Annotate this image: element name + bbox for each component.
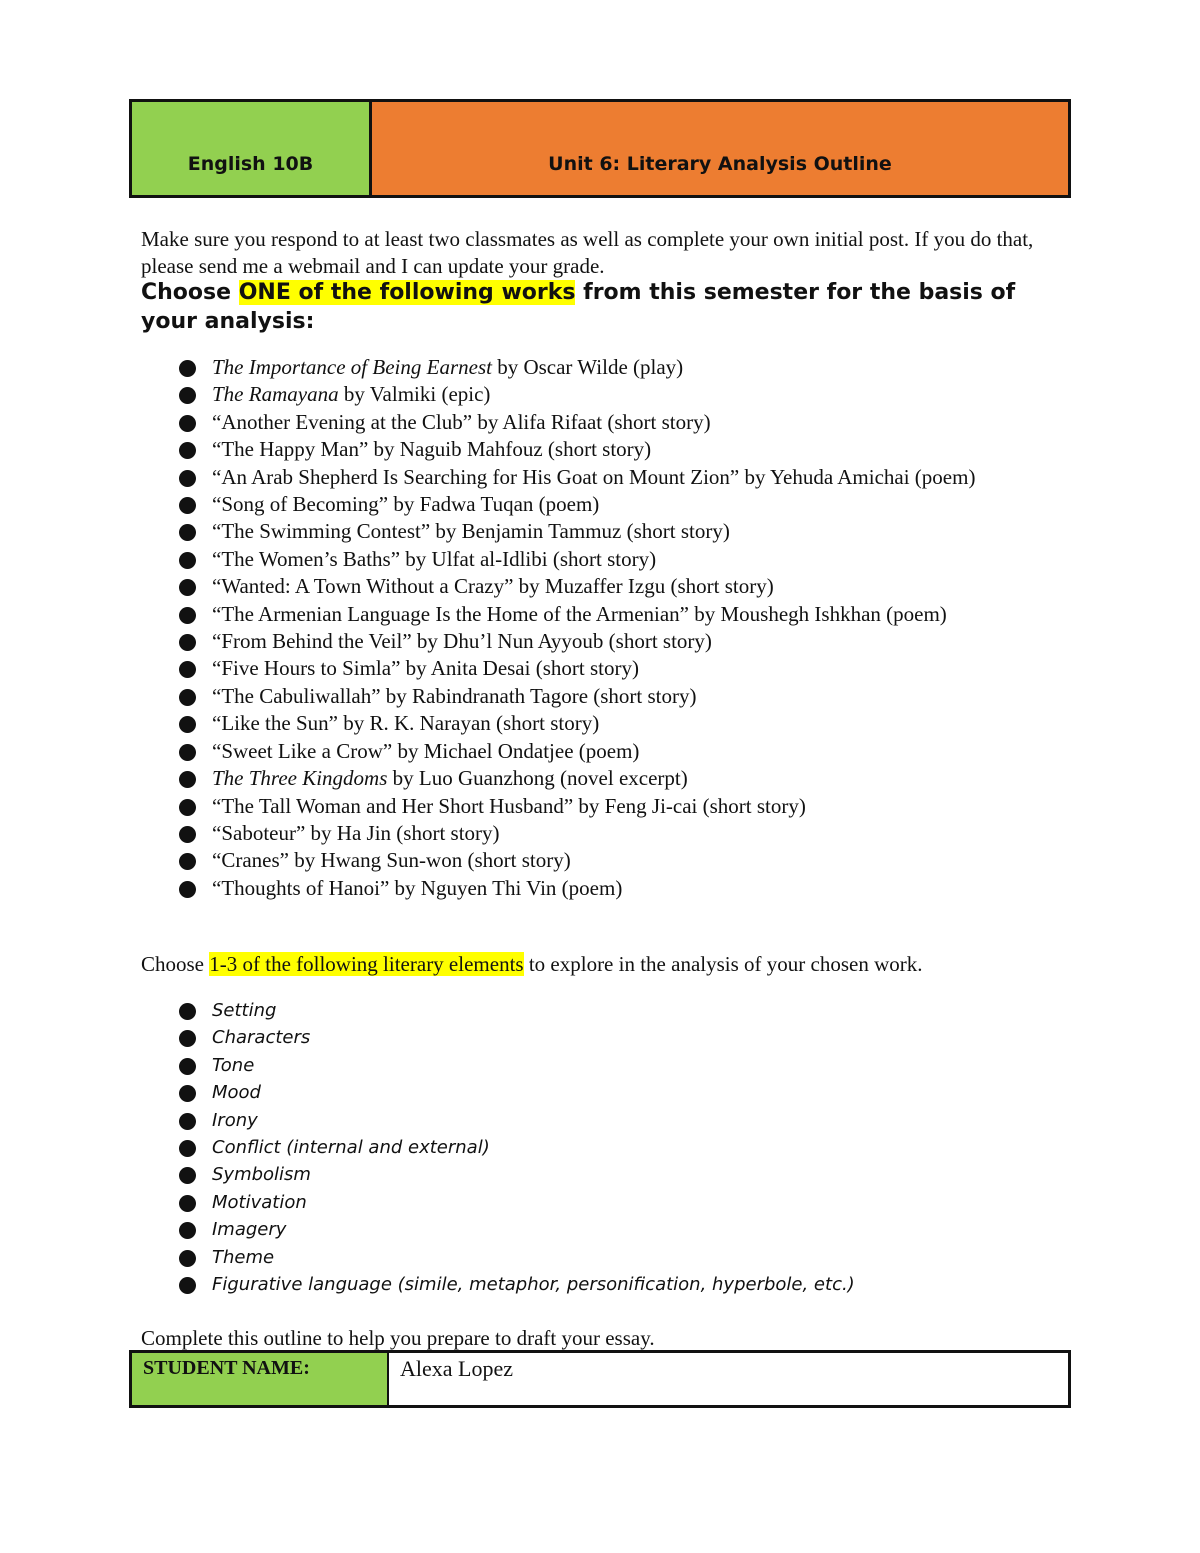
work-title: “The Tall Woman and Her Short Husband” bbox=[212, 793, 574, 818]
work-author: by Oscar Wilde (play) bbox=[491, 355, 684, 379]
work-item bbox=[141, 683, 1051, 710]
outline-prompt: Complete this outline to help you prepare to draft your essay. bbox=[141, 1326, 655, 1350]
work-author: by Nguyen Thi Vin (poem) bbox=[389, 875, 623, 900]
work-author: by Moushegh Ishkhan (poem) bbox=[689, 601, 947, 626]
work-author: by R. K. Narayan (short story) bbox=[337, 711, 600, 736]
element-item bbox=[141, 1216, 1051, 1243]
bullet-icon bbox=[179, 1003, 196, 1020]
bullet-icon bbox=[179, 360, 196, 377]
work-title: “The Cabuliwallah” bbox=[212, 683, 381, 708]
work-item bbox=[141, 628, 1051, 655]
work-author: by Anita Desai (short story) bbox=[400, 656, 639, 681]
element-label: Conflict (internal and external) bbox=[212, 1137, 490, 1159]
element-label: Mood bbox=[212, 1082, 261, 1104]
bullet-icon bbox=[179, 799, 196, 816]
work-author: by Fadwa Tuqan (poem) bbox=[388, 492, 600, 517]
element-label: Setting bbox=[212, 1000, 277, 1021]
bullet-icon bbox=[179, 1167, 196, 1184]
work-title: The Ramayana bbox=[212, 382, 339, 407]
element-label: Theme bbox=[212, 1246, 275, 1268]
element-item bbox=[141, 1244, 1051, 1271]
element-label: Characters bbox=[212, 1027, 311, 1049]
work-item bbox=[141, 820, 1051, 847]
work-author: by Michael Ondatjee (poem) bbox=[392, 738, 640, 763]
work-title: “Cranes” bbox=[212, 848, 289, 873]
work-title: “Like the Sun” bbox=[212, 711, 338, 736]
element-label: Figurative language (simile, metaphor, personification, hyperbole, etc.) bbox=[212, 1274, 855, 1296]
work-item bbox=[141, 546, 1051, 573]
work-item bbox=[141, 710, 1051, 737]
work-item bbox=[141, 464, 1051, 491]
work-author: by Alifa Rifaat (short story) bbox=[472, 409, 711, 434]
bullet-icon bbox=[179, 1222, 196, 1239]
work-author: by Muzaffer Izgu (short story) bbox=[513, 574, 774, 599]
unit-title-cell: Unit 6: Literary Analysis Outline bbox=[372, 102, 1068, 195]
bullet-icon bbox=[179, 716, 196, 733]
element-item bbox=[141, 1052, 1051, 1079]
bullet-icon bbox=[179, 552, 196, 569]
bullet-icon bbox=[179, 1030, 196, 1047]
work-title: “Wanted: A Town Without a Crazy” bbox=[212, 574, 514, 599]
work-item bbox=[141, 847, 1051, 874]
course-cell: English 10B bbox=[132, 102, 372, 195]
bullet-icon bbox=[179, 1058, 196, 1075]
works-prompt bbox=[141, 278, 1051, 336]
work-title: “Thoughts of Hanoi” bbox=[212, 875, 390, 900]
element-label: Motivation bbox=[212, 1191, 307, 1213]
work-item bbox=[141, 573, 1051, 600]
work-author: by Rabindranath Tagore (short story) bbox=[380, 683, 697, 708]
bullet-icon bbox=[179, 1195, 196, 1212]
works-prompt-before: Choose bbox=[141, 280, 239, 305]
work-author: by Feng Ji-cai (short story) bbox=[573, 793, 806, 818]
work-author: by Naguib Mahfouz (short story) bbox=[368, 437, 652, 462]
work-author: by Valmiki (epic) bbox=[338, 382, 491, 407]
element-item bbox=[141, 1079, 1051, 1106]
elements-prompt-before: Choose bbox=[141, 952, 210, 976]
elements-prompt-highlight: 1-3 of the following literary elements bbox=[209, 952, 524, 976]
work-item bbox=[141, 354, 1051, 381]
bullet-icon bbox=[179, 1277, 196, 1294]
bullet-icon bbox=[179, 1140, 196, 1157]
student-name-label: STUDENT NAME: bbox=[132, 1353, 389, 1405]
header-table bbox=[129, 99, 1071, 198]
work-author: by Ulfat al-Idlibi (short story) bbox=[400, 546, 657, 571]
work-author: by Luo Guanzhong (novel excerpt) bbox=[387, 766, 688, 791]
work-item bbox=[141, 765, 1051, 792]
work-author: by Ha Jin (short story) bbox=[305, 820, 500, 845]
element-item bbox=[141, 1024, 1051, 1051]
bullet-icon bbox=[179, 634, 196, 651]
element-item bbox=[141, 1134, 1051, 1161]
work-item bbox=[141, 655, 1051, 682]
elements-list bbox=[141, 997, 1051, 1298]
work-item bbox=[141, 436, 1051, 463]
bullet-icon bbox=[179, 1085, 196, 1102]
work-author: by Benjamin Tammuz (short story) bbox=[430, 519, 730, 544]
element-item bbox=[141, 1161, 1051, 1188]
work-title: “An Arab Shepherd Is Searching for His Goat on Mount Zion” bbox=[212, 464, 740, 489]
works-list bbox=[141, 354, 1051, 902]
bullet-icon bbox=[179, 470, 196, 487]
works-prompt-highlight: ONE of the following works bbox=[238, 280, 576, 305]
work-item bbox=[141, 409, 1051, 436]
bullet-icon bbox=[179, 415, 196, 432]
element-item bbox=[141, 997, 1051, 1024]
work-title: “The Women’s Baths” bbox=[212, 546, 401, 571]
student-name-value[interactable]: Alexa Lopez bbox=[400, 1356, 513, 1381]
bullet-icon bbox=[179, 744, 196, 761]
bullet-icon bbox=[179, 442, 196, 459]
bullet-icon bbox=[179, 524, 196, 541]
bullet-icon bbox=[179, 1250, 196, 1267]
bullet-icon bbox=[179, 661, 196, 678]
elements-prompt-after: to explore in the analysis of your chosen work. bbox=[523, 952, 923, 976]
work-title: “Sweet Like a Crow” bbox=[212, 738, 393, 763]
element-label: Symbolism bbox=[212, 1164, 311, 1186]
work-title: “Song of Becoming” bbox=[212, 492, 389, 517]
intro-paragraph: Make sure you respond to at least two classmates as well as complete your own initial post. If you do that, please send me a webmail and I can update your grade. bbox=[141, 227, 1034, 278]
element-item bbox=[141, 1107, 1051, 1134]
work-title: “Saboteur” bbox=[212, 820, 306, 845]
works-prompt-after: from this semester for the basis of your analysis: bbox=[141, 280, 1016, 334]
bullet-icon bbox=[179, 689, 196, 706]
work-title: The Importance of Being Earnest bbox=[212, 355, 492, 379]
bullet-icon bbox=[179, 826, 196, 843]
bullet-icon bbox=[179, 607, 196, 624]
element-label: Tone bbox=[212, 1054, 255, 1076]
work-title: “From Behind the Veil” bbox=[212, 629, 412, 654]
work-item bbox=[141, 491, 1051, 518]
element-label: Irony bbox=[212, 1109, 258, 1131]
work-item bbox=[141, 793, 1051, 820]
work-item bbox=[141, 381, 1051, 408]
bullet-icon bbox=[179, 387, 196, 404]
work-item bbox=[141, 738, 1051, 765]
bullet-icon bbox=[179, 497, 196, 514]
work-title: “The Armenian Language Is the Home of the Armenian” bbox=[212, 601, 689, 626]
work-title: “Five Hours to Simla” bbox=[212, 656, 401, 681]
work-title: The Three Kingdoms bbox=[212, 766, 388, 791]
bullet-icon bbox=[179, 579, 196, 596]
element-item bbox=[141, 1271, 1051, 1298]
work-title: “Another Evening at the Club” bbox=[212, 409, 473, 434]
work-title: “The Swimming Contest” bbox=[212, 519, 431, 544]
bullet-icon bbox=[179, 771, 196, 788]
work-item bbox=[141, 601, 1051, 628]
element-item bbox=[141, 1189, 1051, 1216]
work-item bbox=[141, 518, 1051, 545]
work-author: by Yehuda Amichai (poem) bbox=[739, 464, 976, 489]
work-author: by Dhu’l Nun Ayyoub (short story) bbox=[411, 629, 712, 654]
elements-prompt bbox=[141, 951, 1051, 978]
element-label: Imagery bbox=[212, 1219, 287, 1241]
bullet-icon bbox=[179, 853, 196, 870]
student-table bbox=[129, 1350, 1071, 1408]
work-author: by Hwang Sun-won (short story) bbox=[288, 848, 571, 873]
bullet-icon bbox=[179, 1113, 196, 1130]
bullet-icon bbox=[179, 881, 196, 898]
work-title: “The Happy Man” bbox=[212, 437, 369, 462]
work-item bbox=[141, 875, 1051, 902]
